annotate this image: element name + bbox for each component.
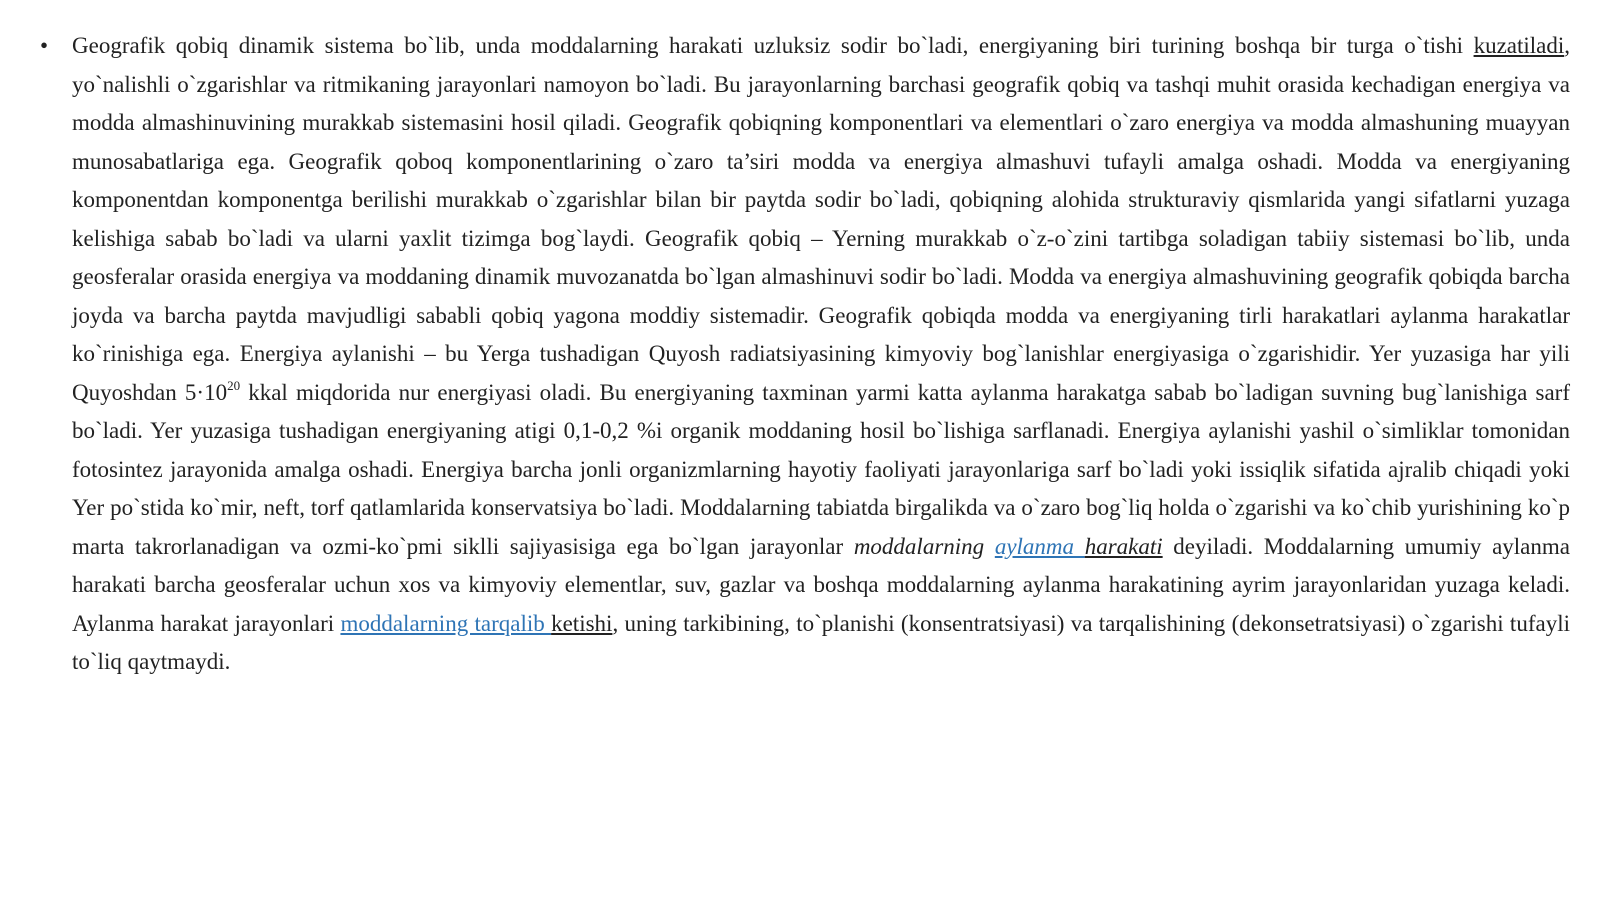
underlined-term-ketishi: ketishi — [551, 610, 613, 636]
text-segment: deyiladi. Moddalarning umumiy aylanma harakati barcha geosferalar uchun xos va kimyoviy elementlar, suv, gazlar va boshqa moddalarning aylanma harakatining ayrim jarayonlaridan yuzaga keladi. Aylanma harakat jarayonlari — [72, 533, 1570, 636]
underlined-term-kuzatiladi: kuzatiladi — [1473, 33, 1565, 58]
exponent: 20 — [227, 377, 241, 393]
bullet-marker: • — [40, 33, 49, 58]
text-segment: kkal miqdorida nur energiyasi oladi. Bu energiyaning taxminan yarmi katta aylanma harakatga sabab bo`ladigan suvning bug`lanishiga sarf bo`ladi. Yer yuzasiga tushadigan energiyaning atigi 0,1-0,2 %i organik moddaning hosil bo`lishiga sarflanadi. Energiya aylanishi yashil o`simliklar tomonidan fotosintez jarayonida amalga oshadi. Energiya barcha jonli organizmlarning hayotiy faoliyati jarayonlariga sarf bo`ladi yoki issiqlik sifatida ajralib chiqadi yoki Yer po`stida ko`mir, neft, torf qatlamlarida konservatsiya bo`ladi. Moddalarning tabiatda birgalikda va o`zaro bog`liq holda o`zgarishi va ko`chib yurishining ko`p marta takrorlanadigan va ozmi-ko`pmi siklli sajiyasisiga ega bo`lgan jarayonlar — [72, 379, 1570, 559]
text-segment: Geografik qobiq dinamik sistema bo`lib, unda moddalarning harakati uzluksiz sodir bo`ladi, energiyaning biri turining boshqa bir turga o`tishi — [72, 33, 1474, 58]
body-paragraph — [72, 27, 1570, 682]
hyperlink-aylanma[interactable]: aylanma — [994, 533, 1085, 559]
hyperlink-moddalarning-tarqalib[interactable]: moddalarning tarqalib — [340, 610, 552, 636]
underlined-term-harakati: harakati — [1084, 533, 1163, 559]
text-segment: , yo`nalishli o`zgarishlar va ritmikaning jarayonlari namoyon bo`ladi. Bu jarayonlarning barchasi geografik qobiq va tashqi muhit orasida kechadigan energiya va modda almashinuvining murakkab sistemasini hosil qiladi. Geografik qobiqning komponentlari va elementlari o`zaro energiya va modda almashuning muayyan munosabatlariga ega. Geografik qoboq komponentlarining o`zaro ta’siri modda va energiya almashuvi tufayli amalga oshadi. Modda va energiyaning komponentdan komponentga berilishi murakkab o`zgarishlar bilan bir paytda sodir bo`ladi, qobiqning alohida strukturaviy qismlarida yangi sifatlarni yuzaga kelishiga sabab bo`ladi va ularni yaxlit tizimga bog`laydi. Geografik qobiq – Yerning murakkab o`z-o`zini tartibga soladigan tabiiy sistemasi bo`lib, unda geosferalar orasida energiya va moddaning dinamik muvozanatda bo`lgan almashinuvi sodir bo`ladi. Modda va energiya almashuvining geografik qobiqda barcha joyda va barcha paytda mavjudligi sababli qobiq yagona moddiy sistemadir. Geografik qobiqda modda va energiyaning tirli harakatlari aylanma harakatlar ko`rinishiga ega. Energiya aylanishi – bu Yerga tushadigan Quyosh radiatsiyasining kimyoviy bog`lanishlar energiyasiga o`zgarishidir. Yer yuzasiga har yili Quyoshdan 5·10 — [72, 33, 1570, 405]
italic-term: moddalarning — [853, 533, 995, 559]
text-segment: , uning tarkibining, to`planishi (konsentratsiyasi) va tarqalishining (dekonsetratsiyasi) o`zgarishi tufayli to`liq qaytmaydi. — [72, 610, 1570, 674]
